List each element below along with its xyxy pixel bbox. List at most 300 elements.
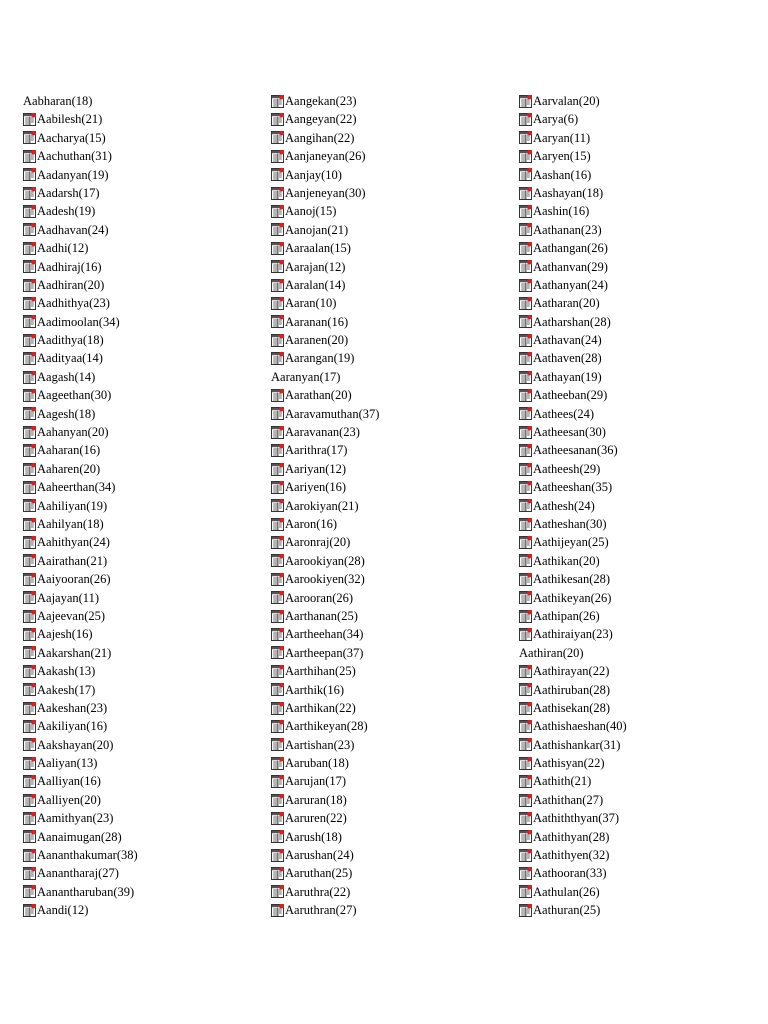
name-entry-link[interactable] (271, 828, 511, 846)
document-icon (23, 830, 36, 843)
document-icon (23, 628, 36, 641)
name-entry-text: Aadhi(12) (37, 241, 89, 256)
document-icon (271, 628, 284, 641)
name-entry-text: Aathooran(33) (533, 866, 607, 881)
name-entry-text: Aaheerthan(34) (37, 480, 116, 495)
name-entry-text: Aaran(10) (285, 296, 337, 311)
document-icon (271, 867, 284, 880)
name-entry-link[interactable] (271, 864, 511, 882)
name-entry-link[interactable] (271, 772, 511, 790)
name-entry-text: Aartheehan(34) (285, 627, 364, 642)
name-entry-link[interactable] (519, 901, 759, 919)
name-entry-link[interactable] (23, 497, 263, 515)
name-entry-link[interactable] (271, 552, 511, 570)
name-entry-text: Aaronraj(20) (285, 535, 351, 550)
document-icon (519, 426, 532, 439)
name-entry-link[interactable] (271, 166, 511, 184)
document-icon (23, 885, 36, 898)
name-entry-link[interactable] (271, 699, 511, 717)
name-entry-link[interactable] (23, 349, 263, 367)
document-icon (23, 407, 36, 420)
name-entry-text: Aakiliyan(16) (37, 719, 108, 734)
name-entry-text: Aaravamuthan(37) (285, 406, 380, 421)
name-entry-link[interactable] (23, 791, 263, 809)
name-entry-link[interactable] (519, 386, 759, 404)
document-icon (519, 113, 532, 126)
name-entry-text: Aadesh(19) (37, 204, 96, 219)
document-icon (519, 554, 532, 567)
name-entry-link[interactable] (519, 147, 759, 165)
name-entry-link[interactable] (271, 478, 511, 496)
document-icon (23, 426, 36, 439)
document-icon (23, 867, 36, 880)
name-entry-link[interactable] (23, 828, 263, 846)
name-entry-heading (23, 92, 263, 110)
name-entry-link[interactable] (23, 460, 263, 478)
name-entry-text: Aanoj(15) (285, 204, 337, 219)
document-icon (271, 665, 284, 678)
name-entry-text: Aatheesanan(36) (533, 443, 618, 458)
name-entry-link[interactable] (519, 239, 759, 257)
name-entry-text: Aathikesan(28) (533, 572, 611, 587)
document-icon (271, 904, 284, 917)
name-entry-text: Aarokiyan(21) (285, 498, 359, 513)
name-entry-text: Aatheeshan(35) (533, 480, 613, 495)
document-icon (271, 407, 284, 420)
name-entry-link[interactable] (23, 736, 263, 754)
name-entry-link[interactable] (519, 184, 759, 202)
document-icon (23, 481, 36, 494)
name-entry-link[interactable] (519, 221, 759, 239)
name-entry-link[interactable] (23, 883, 263, 901)
name-entry-text: Aabilesh(21) (37, 112, 103, 127)
document-icon (271, 444, 284, 457)
name-entry-link[interactable] (23, 846, 263, 864)
name-entry-link[interactable] (23, 313, 263, 331)
name-entry-text: Aatheshan(30) (533, 516, 607, 531)
name-entry-link[interactable] (23, 202, 263, 220)
document-icon (519, 683, 532, 696)
name-entry-link[interactable] (23, 772, 263, 790)
name-entry-link[interactable] (271, 313, 511, 331)
name-entry-text: Aathiran(20) (519, 645, 584, 660)
document-icon (271, 352, 284, 365)
name-entry-link[interactable] (23, 221, 263, 239)
name-entry-text: Aaron(16) (285, 516, 338, 531)
name-entry-link[interactable] (23, 129, 263, 147)
name-entry-link[interactable] (23, 184, 263, 202)
name-entry-link[interactable] (271, 625, 511, 643)
name-entry-text: Aarthikan(22) (285, 700, 356, 715)
name-entry-text: Aathikeyan(26) (533, 590, 612, 605)
name-entry-link[interactable] (271, 460, 511, 478)
document-icon (519, 223, 532, 236)
name-entry-text: Aathanan(23) (533, 222, 602, 237)
name-entry-link[interactable] (271, 607, 511, 625)
name-entry-link[interactable] (271, 662, 511, 680)
name-entry-text: Aangeyan(22) (285, 112, 357, 127)
document-icon (519, 334, 532, 347)
name-entry-link[interactable] (519, 405, 759, 423)
name-entry-text: Aatheeban(29) (533, 388, 608, 403)
document-icon (23, 554, 36, 567)
name-entry-link[interactable] (519, 736, 759, 754)
document-icon (271, 499, 284, 512)
name-entry-text: Aahanyan(20) (37, 425, 109, 440)
name-entry-link[interactable] (23, 423, 263, 441)
name-entry-link[interactable] (23, 166, 263, 184)
name-entry-text: Aakeshan(23) (37, 700, 108, 715)
document-icon (519, 904, 532, 917)
document-icon (271, 573, 284, 586)
name-entry-text: Aarookiyan(28) (285, 553, 365, 568)
name-entry-text: Aatharan(20) (533, 296, 600, 311)
name-entry-link[interactable] (23, 331, 263, 349)
document-icon (519, 444, 532, 457)
document-icon (519, 573, 532, 586)
name-entry-link[interactable] (23, 441, 263, 459)
name-entry-link[interactable] (23, 478, 263, 496)
name-entry-link[interactable] (271, 405, 511, 423)
name-entry-text: Aaruban(18) (285, 756, 349, 771)
document-icon (271, 389, 284, 402)
document-icon (271, 279, 284, 292)
document-icon (23, 573, 36, 586)
name-entry-text: Aanantharuban(39) (37, 884, 135, 899)
name-entry-link[interactable] (519, 791, 759, 809)
name-entry-text: Aajeevan(25) (37, 608, 106, 623)
name-entry-text: Aarthikeyan(28) (285, 719, 368, 734)
document-icon (271, 463, 284, 476)
document-icon (23, 610, 36, 623)
name-entry-text: Aaravanan(23) (285, 425, 360, 440)
name-entry-link[interactable] (519, 478, 759, 496)
name-entry-link[interactable] (23, 699, 263, 717)
name-entry-text: Aaiyooran(26) (37, 572, 111, 587)
name-entry-text: Aaharan(16) (37, 443, 101, 458)
name-entry-text: Aaruthran(27) (285, 903, 357, 918)
name-entry-text: Aarthik(16) (285, 682, 345, 697)
name-entry-link[interactable] (23, 754, 263, 772)
document-icon (23, 223, 36, 236)
name-entry-link[interactable] (519, 515, 759, 533)
name-entry-text: Aathithan(27) (533, 792, 604, 807)
document-icon (23, 279, 36, 292)
name-entry-link[interactable] (271, 901, 511, 919)
name-entry-text: Aachuthan(31) (37, 149, 112, 164)
document-icon (519, 463, 532, 476)
name-entry-link[interactable] (519, 441, 759, 459)
name-entry-link[interactable] (271, 184, 511, 202)
document-icon (271, 757, 284, 770)
name-entry-text: Aaranan(16) (285, 314, 349, 329)
name-entry-text: Aatheesh(29) (533, 461, 601, 476)
name-entry-text: Aaralan(14) (285, 277, 346, 292)
document-icon (519, 315, 532, 328)
document-icon (519, 95, 532, 108)
name-entry-text: Aathesh(24) (533, 498, 595, 513)
name-entry-link[interactable] (271, 110, 511, 128)
name-entry-link[interactable] (519, 828, 759, 846)
name-entry-link[interactable] (23, 258, 263, 276)
name-entry-link[interactable] (271, 791, 511, 809)
name-entry-link[interactable] (271, 386, 511, 404)
name-entry-link[interactable] (519, 294, 759, 312)
name-entry-link[interactable] (271, 883, 511, 901)
name-entry-text: Aathith(21) (533, 774, 592, 789)
name-entry-text: Aaliyan(13) (37, 756, 98, 771)
name-entry-link[interactable] (519, 754, 759, 772)
name-entry-link[interactable] (271, 497, 511, 515)
name-entry-link[interactable] (23, 717, 263, 735)
name-entry-text: Aatharshan(28) (533, 314, 611, 329)
name-entry-text: Aathanyan(24) (533, 277, 608, 292)
name-entry-text: Aandi(12) (37, 903, 89, 918)
document-icon (23, 904, 36, 917)
name-entry-link[interactable] (23, 533, 263, 551)
name-entry-link[interactable] (271, 258, 511, 276)
name-entry-text: Aajesh(16) (37, 627, 93, 642)
document-icon (271, 168, 284, 181)
name-entry-link[interactable] (271, 846, 511, 864)
name-entry-link[interactable] (519, 166, 759, 184)
document-icon (519, 518, 532, 531)
document-icon (519, 720, 532, 733)
document-icon (519, 242, 532, 255)
document-icon (23, 463, 36, 476)
document-icon (23, 775, 36, 788)
name-entry-link[interactable] (519, 313, 759, 331)
name-entry-link[interactable] (519, 772, 759, 790)
name-entry-text: Aathiruban(28) (533, 682, 611, 697)
document-icon (271, 554, 284, 567)
name-entry-link[interactable] (519, 681, 759, 699)
document-icon (271, 849, 284, 862)
document-icon (271, 738, 284, 751)
name-entry-link[interactable] (519, 846, 759, 864)
name-entry-text: Aarushan(24) (285, 848, 354, 863)
name-entry-link[interactable] (271, 570, 511, 588)
name-entry-link[interactable] (271, 809, 511, 827)
name-entry-text: Aartishan(23) (285, 737, 355, 752)
document-icon (271, 334, 284, 347)
name-entry-link[interactable] (271, 92, 511, 110)
name-entry-text: Aadhiran(20) (37, 277, 105, 292)
name-entry-link[interactable] (271, 294, 511, 312)
name-entry-link[interactable] (519, 258, 759, 276)
document-icon (23, 260, 36, 273)
name-entry-link[interactable] (23, 809, 263, 827)
name-entry-link[interactable] (271, 441, 511, 459)
name-entry-link[interactable] (271, 644, 511, 662)
document-icon (271, 315, 284, 328)
name-entry-text: Aathangan(26) (533, 241, 608, 256)
name-entry-link[interactable] (519, 864, 759, 882)
name-entry-text: Aashin(16) (533, 204, 590, 219)
name-entry-text: Aangekan(23) (285, 94, 357, 108)
name-entry-text: Aaharen(20) (37, 461, 101, 476)
name-entry-text: Aangihan(22) (285, 130, 355, 145)
document-icon (519, 352, 532, 365)
name-entry-text: Aaranen(20) (285, 333, 349, 348)
name-entry-link[interactable] (23, 147, 263, 165)
name-entry-link[interactable] (519, 331, 759, 349)
name-entry-link[interactable] (23, 681, 263, 699)
name-entry-link[interactable] (519, 423, 759, 441)
name-entry-link[interactable] (271, 147, 511, 165)
document-icon (23, 242, 36, 255)
document-icon (519, 371, 532, 384)
name-entry-link[interactable] (519, 533, 759, 551)
document-icon (23, 536, 36, 549)
document-icon (23, 187, 36, 200)
document-icon (519, 867, 532, 880)
document-icon (271, 131, 284, 144)
name-entry-text: Aamithyan(23) (37, 811, 114, 826)
name-entry-text: Aakarshan(21) (37, 645, 112, 660)
name-entry-text: Aathanvan(29) (533, 259, 608, 274)
document-icon (271, 297, 284, 310)
name-entry-text: Aaruthan(25) (285, 866, 353, 881)
name-entry-link[interactable] (271, 754, 511, 772)
name-entry-link[interactable] (519, 607, 759, 625)
name-entry-link[interactable] (519, 699, 759, 717)
name-entry-text: Aaraalan(15) (285, 241, 351, 256)
name-entry-text: Aacharya(15) (37, 130, 106, 145)
name-entry-link[interactable] (271, 221, 511, 239)
name-entry-link[interactable] (23, 276, 263, 294)
name-entry-link[interactable] (23, 386, 263, 404)
name-entry-text: Aadithya(18) (37, 333, 104, 348)
name-entry-text: Aakash(13) (37, 664, 96, 679)
name-entry-text: Aaruthra(22) (285, 884, 351, 899)
name-entry-link[interactable] (23, 644, 263, 662)
name-entry-text: Aathiraiyan(23) (533, 627, 613, 642)
document-icon (519, 536, 532, 549)
name-entry-link[interactable] (23, 570, 263, 588)
name-entry-link[interactable] (271, 349, 511, 367)
name-entry-link[interactable] (271, 515, 511, 533)
name-entry-link[interactable] (519, 92, 759, 110)
document-icon (23, 665, 36, 678)
name-entry-link[interactable] (271, 533, 511, 551)
name-entry-link[interactable] (519, 883, 759, 901)
name-entry-link[interactable] (23, 239, 263, 257)
name-entry-link[interactable] (23, 110, 263, 128)
name-entry-text: Aarthihan(25) (285, 664, 356, 679)
name-entry-link[interactable] (23, 515, 263, 533)
document-icon (519, 205, 532, 218)
name-entry-link[interactable] (271, 129, 511, 147)
name-entry-text: Aariyan(12) (285, 461, 347, 476)
name-entry-link[interactable] (519, 552, 759, 570)
name-entry-text: Aashayan(18) (533, 185, 604, 200)
name-entry-link[interactable] (23, 552, 263, 570)
name-entry-link[interactable] (23, 589, 263, 607)
name-entry-link[interactable] (271, 202, 511, 220)
document-icon (271, 95, 284, 108)
document-icon (23, 518, 36, 531)
name-entry-link[interactable] (519, 570, 759, 588)
name-entry-text: Aathithyen(32) (533, 848, 610, 863)
document-icon (271, 187, 284, 200)
name-entry-link[interactable] (23, 368, 263, 386)
name-entry-link[interactable] (23, 607, 263, 625)
document-icon (23, 389, 36, 402)
name-entry-text: Aakesh(17) (37, 682, 96, 697)
name-entry-text: Aanjaneyan(26) (285, 149, 366, 164)
document-icon (519, 830, 532, 843)
name-entry-text: Aarathan(20) (285, 388, 352, 403)
name-entry-text: Aariyen(16) (285, 480, 347, 495)
name-entry-text: Aadhavan(24) (37, 222, 109, 237)
name-entry-link[interactable] (519, 809, 759, 827)
name-entry-link[interactable] (519, 202, 759, 220)
name-entry-text: Aajayan(11) (37, 590, 100, 605)
name-entry-link[interactable] (519, 349, 759, 367)
name-entry-link[interactable] (23, 662, 263, 680)
document-icon (519, 775, 532, 788)
name-entry-text: Aageethan(30) (37, 388, 112, 403)
document-icon (519, 499, 532, 512)
name-entry-link[interactable] (271, 717, 511, 735)
name-entry-link[interactable] (23, 864, 263, 882)
name-entry-text: Aanjeneyan(30) (285, 185, 366, 200)
name-entry-link[interactable] (271, 276, 511, 294)
name-entry-text: Aathijeyan(25) (533, 535, 609, 550)
name-entry-link[interactable] (519, 625, 759, 643)
name-entry-link[interactable] (23, 901, 263, 919)
name-entry-link[interactable] (23, 405, 263, 423)
name-entry-link[interactable] (519, 460, 759, 478)
name-entry-link[interactable] (519, 129, 759, 147)
document-icon (271, 260, 284, 273)
name-entry-link[interactable] (519, 276, 759, 294)
name-entry-link[interactable] (519, 717, 759, 735)
name-entry-text: Aathavan(24) (533, 333, 602, 348)
name-entry-link[interactable] (519, 110, 759, 128)
name-entry-text: Aathuran(25) (533, 903, 601, 918)
name-entry-link[interactable] (23, 294, 263, 312)
name-entry-link[interactable] (519, 368, 759, 386)
name-entry-link[interactable] (271, 736, 511, 754)
name-entry-link[interactable] (271, 331, 511, 349)
name-entry-text: Aathees(24) (533, 406, 595, 421)
name-entry-link[interactable] (271, 239, 511, 257)
name-entry-link[interactable] (519, 589, 759, 607)
name-entry-link[interactable] (271, 423, 511, 441)
name-entry-link[interactable] (519, 497, 759, 515)
name-entry-text: Aathipan(26) (533, 608, 600, 623)
name-entry-text: Aakshayan(20) (37, 737, 114, 752)
name-entry-text: Aagesh(18) (37, 406, 96, 421)
document-icon (23, 444, 36, 457)
name-entry-link[interactable] (271, 589, 511, 607)
name-entry-text: Aarvalan(20) (533, 94, 600, 108)
document-icon (519, 279, 532, 292)
name-entry-heading (271, 368, 511, 386)
document-icon (23, 150, 36, 163)
document-icon (519, 389, 532, 402)
name-entry-link[interactable] (271, 681, 511, 699)
name-entry-link[interactable] (519, 662, 759, 680)
name-entry-text: Aanojan(21) (285, 222, 349, 237)
document-icon (519, 702, 532, 715)
document-icon (519, 885, 532, 898)
name-entry-link[interactable] (23, 625, 263, 643)
document-icon (23, 168, 36, 181)
document-icon (23, 757, 36, 770)
